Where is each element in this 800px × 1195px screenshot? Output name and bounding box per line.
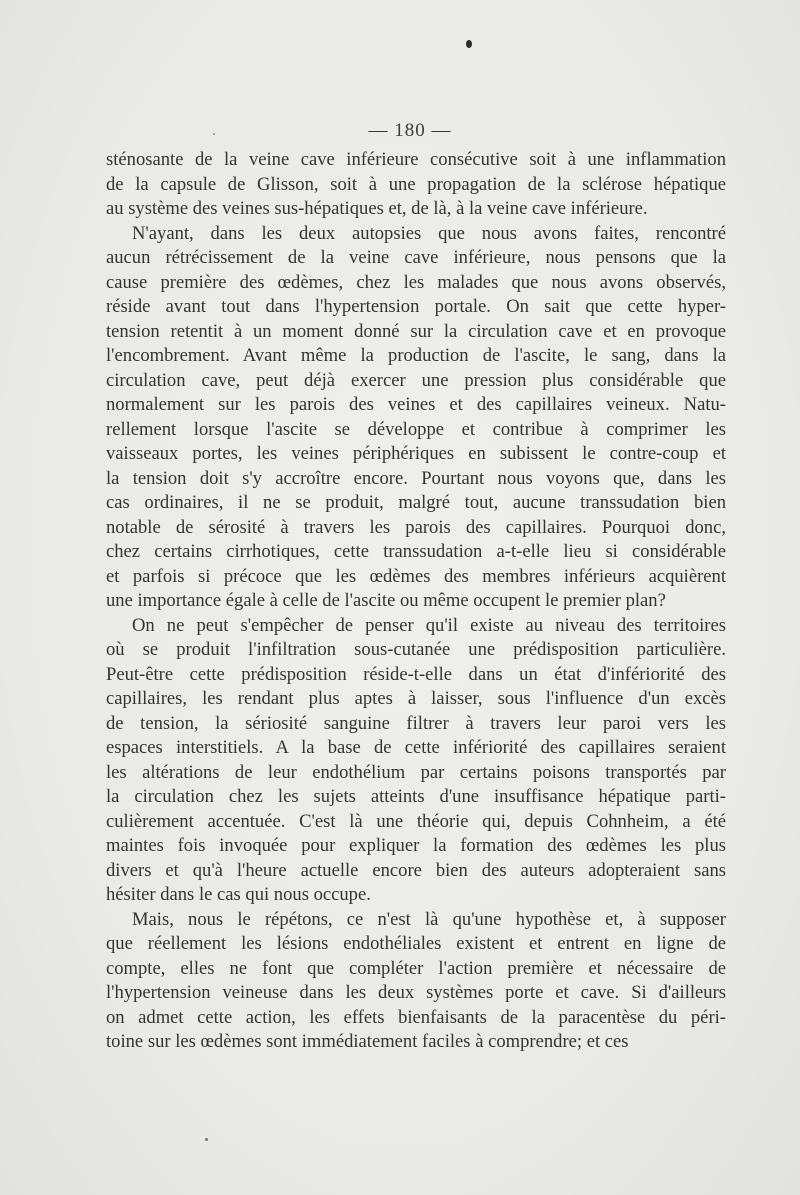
text-line: toine sur les œdèmes sont immédiatement faciles à comprendre; et ces	[106, 1031, 629, 1052]
text-line: N'ayant, dans les deux autopsies que nous avons faites, rencontré	[132, 222, 726, 244]
text-line: capillaires, les rendant plus aptes à laisser, sous l'influence d'un excès	[106, 688, 726, 709]
text-line: cause première des œdèmes, chez les malades que nous avons observés,	[106, 271, 726, 293]
text-line: on admet cette action, les effets bienfaisants de la paracentèse du péri-	[106, 1006, 726, 1028]
text-line: On ne peut s'empêcher de penser qu'il existe au niveau des territoires	[132, 614, 726, 636]
paragraph	[106, 614, 726, 908]
text-line: divers et qu'à l'heure actuelle encore bien des auteurs adopteraient sans	[106, 859, 726, 881]
body-text	[106, 148, 726, 1055]
ink-speck	[466, 40, 472, 48]
text-line: chez certains cirrhotiques, cette transsudation a-t-elle lieu si considérable	[106, 541, 726, 562]
text-line: Peut-être cette prédisposition réside-t-elle dans un état d'infériorité des	[106, 663, 726, 685]
text-line: tension retentit à un moment donné sur la circulation cave et en provoque	[106, 320, 726, 342]
text-line: où se produit l'infiltration sous-cutanée une prédisposition particulière.	[106, 639, 726, 660]
text-line: cas ordinaires, il ne se produit, malgré tout, aucune transsudation bien	[106, 492, 726, 513]
paragraph	[106, 908, 726, 1055]
text-line: la tension doit s'y accroître encore. Pourtant nous voyons que, dans les	[106, 467, 726, 489]
text-line: réside avant tout dans l'hypertension portale. On sait que cette hyper-	[106, 296, 726, 317]
text-line: compte, elles ne font que compléter l'action première et nécessaire de	[106, 957, 726, 979]
ink-speck	[205, 1138, 208, 1141]
text-line: circulation cave, peut déjà exercer une pression plus considérable que	[106, 369, 726, 391]
text-line: culièrement accentuée. C'est là une théorie qui, depuis Cohnheim, a été	[106, 810, 726, 832]
text-line: et parfois si précoce que les œdèmes des membres inférieurs acquièrent	[106, 565, 726, 587]
text-line: les altérations de leur endothélium par certains poisons transportés par	[106, 761, 726, 783]
text-line: de tension, la sériosité sanguine filtrer à travers leur paroi vers les	[106, 712, 726, 734]
text-line: aucun rétrécissement de la veine cave inférieure, nous pensons que la	[106, 247, 726, 268]
text-line: hésiter dans le cas qui nous occupe.	[106, 884, 371, 905]
page-number: — 180 —	[368, 120, 452, 141]
text-line: la circulation chez les sujets atteints d'une insuffisance hépatique parti-	[106, 786, 726, 807]
text-line: notable de sérosité à travers les parois des capillaires. Pourquoi donc,	[106, 516, 726, 538]
text-line: vaisseaux portes, les veines périphériques en subissent le contre-coup et	[106, 443, 726, 464]
text-line: espaces interstitiels. A la base de cette infériorité des capillaires seraient	[106, 737, 726, 758]
text-line: une importance égale à celle de l'ascite ou même occupent le premier plan?	[106, 590, 666, 611]
text-line: l'encombrement. Avant même la production de l'ascite, le sang, dans la	[106, 345, 726, 366]
text-line: que réellement les lésions endothéliales existent et entrent en ligne de	[106, 933, 726, 954]
paragraph	[106, 148, 726, 222]
text-line: au système des veines sus-hépatiques et, de là, à la veine cave inférieure.	[106, 198, 648, 219]
text-line: l'hypertension veineuse dans les deux systèmes porte et cave. Si d'ailleurs	[106, 982, 726, 1003]
text-line: maintes fois invoquée pour expliquer la formation des œdèmes les plus	[106, 835, 726, 856]
paragraph	[106, 222, 726, 614]
text-line: normalement sur les parois des veines et des capillaires veineux. Natu-	[106, 394, 726, 415]
text-line: rellement lorsque l'ascite se développe et contribue à comprimer les	[106, 418, 726, 440]
text-line: sténosante de la veine cave inférieure consécutive soit à une inflammation	[106, 149, 726, 170]
text-line: Mais, nous le répétons, ce n'est là qu'une hypothèse et, à supposer	[132, 908, 726, 930]
text-line: de la capsule de Glisson, soit à une propagation de la sclérose hépatique	[106, 173, 726, 195]
